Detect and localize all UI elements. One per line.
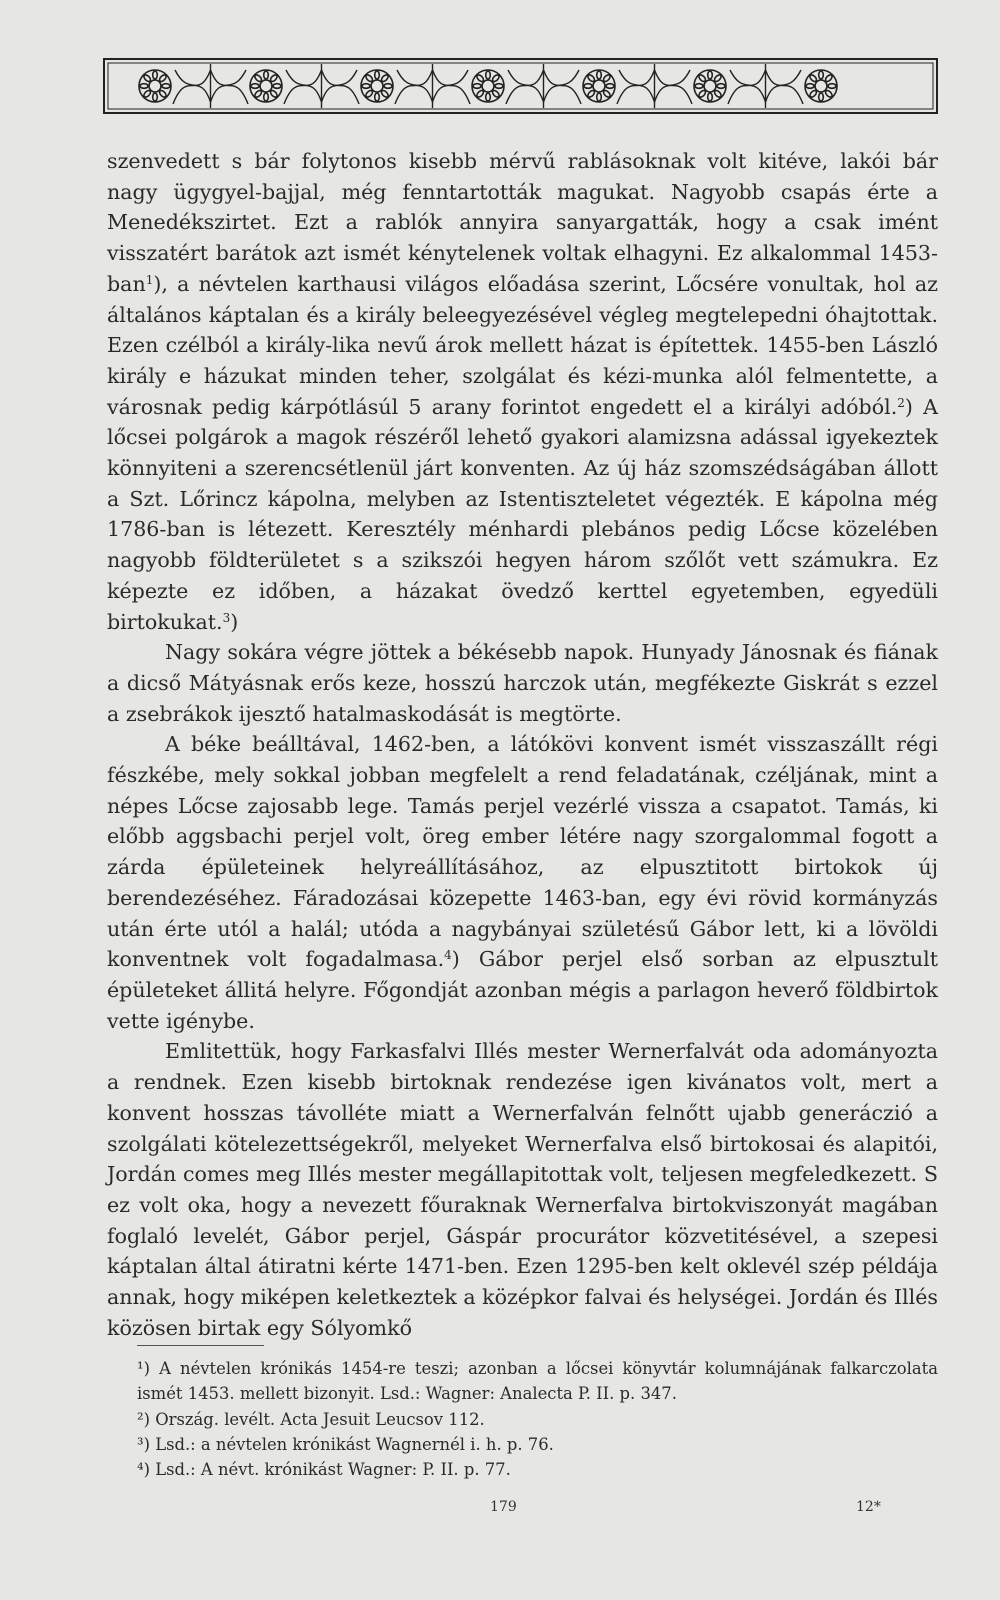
footnote-3: ³) Lsd.: a névtelen krónikást Wagnernél i. h. p. 76. <box>137 1434 554 1454</box>
signature-mark: 12* <box>856 1499 881 1515</box>
footnote-ref-4: 4 <box>444 948 452 963</box>
page-number: 179 <box>490 1499 517 1515</box>
paragraph-3: A béke beálltával, 1462-ben, a látókövi konvent ismét visszaszállt régi fészkébe, mely sokkal jobban megfelelt a rend feladatának, czéljának, mint a népes Lőcse zajosabb lege. Tamás perjel vezérlé vissza a csapatot. Tamás, ki előbb aggsbachi perjel volt, öreg ember létére nagy szorgalommal fogott a zárda épületeinek helyreállításához, az elpusztitott birtokok új berendezéséhez. Fáradozásai közepette 1463-ban, egy évi rövid kormányzás után érte utól a halál; utóda a nagybányai születésű Gábor lett, ki a lövöldi konventnek volt fogadalmasa.$^4$) Gábor perjel első sorban az elpusztult épületeket állitá helyre. Főgondját azonban mégis a parlagon heverő földbirtok vette igénybe. <box>107 732 938 1033</box>
paragraph-1: szenvedett s bár folytonos kisebb mérvű rablásoknak volt kitéve, lakói bár nagy ügygyel-bajjal, még fenntartották magukat. Nagyobb csapás érte a Menedékszirtet. Ezt a rablók annyira sanyargatták, hogy a csak imént visszatért barátok azt ismét kénytelenek voltak elhagyni. Ez alkalommal 1453-ban$^1$), a névtelen karthausi világos előadása szerint, Lőcsére vonultak, hol az általános káptalan és a király beleegyezésével végleg megtelepedni óhajtottak. Ezen czélból a király-lika nevű árok mellett házat is építettek. 1455-ben László király e házukat minden teher, szolgálat és kézi-munka alól felmentette, a városnak pedig kárpótlásúl 5 arany forintot engedett el a királyi adóból.$^2$) A lőcsei polgárok a magok részéről lehető gyakori alamizsna adással igyekeztek könnyiteni a szerencsétlenül járt konventen. Az új ház szomszédságában állott a Szt. Lőrincz kápolna, melyben az Istentiszteletet végezték. E kápolna még 1786-ban is létezett. Keresztély ménhardi plebános pedig Lőcse közelében nagyobb földterületet s a szikszói hegyen három szőlőt vett számukra. Ez képezte ez időben, a házakat övedző kerttel egyetemben, egyedüli birtokukat.$^3$) <box>107 149 938 634</box>
footnotes <box>107 1356 938 1482</box>
paragraph-2: Nagy sokára végre jöttek a békésebb napok. Hunyady Jánosnak és fiának a dicső Mátyásnak erős keze, hosszú harczok után, megfékezte Giskrát s ezzel a zsebrákok ijesztő hatalmaskodását is megtörte. <box>107 640 938 726</box>
footnote-4: ⁴) Lsd.: A névt. krónikást Wagner: P. II. p. 77. <box>137 1460 511 1480</box>
paragraph-4: Emlitettük, hogy Farkasfalvi Illés mester Wernerfalvát oda adományozta a rendnek. Ezen kisebb birtoknak rendezése igen kivánatos volt, mert a konvent hosszas távolléte miatt a Wernerfalván felnőtt ujabb generáczió a szolgálati kötelezettségekről, melyeket Wernerfalva első birtokosai és alapitói, Jordán comes meg Illés mester megállapitottak volt, teljesen megfeledkezett. S ez volt oka, hogy a nevezett főuraknak Wernerfalva birtokviszonyát magában foglaló levelét, Gábor perjel, Gáspár procurátor közvetitésével, a szepesi káptalan által átiratni kérte 1471-ben. Ezen 1295-ben kelt oklevél szép példája annak, hogy miképen keletkeztek a középkor falvai és helységei. Jordán és Illés közösen birtak egy Sólyomkő <box>107 1039 938 1340</box>
footnote-separator <box>137 1345 264 1346</box>
footnote-ref-2: 2 <box>897 395 905 410</box>
footnote-ref-1: 1 <box>145 272 154 287</box>
footnote-ref-3: 3 <box>222 610 231 625</box>
footnote-1: ¹) A névtelen krónikás 1454-re teszi; azonban a lőcsei könyvtár kolumnájának falkarczolata ismét 1453. mellett bizonyit. Lsd.: Wagner: Analecta P. II. p. 347. <box>137 1359 938 1404</box>
decorative-header-border <box>103 58 938 114</box>
main-text <box>107 146 938 1343</box>
footnote-2: ²) Ország. levélt. Acta Jesuit Leucsov 112. <box>137 1409 485 1429</box>
